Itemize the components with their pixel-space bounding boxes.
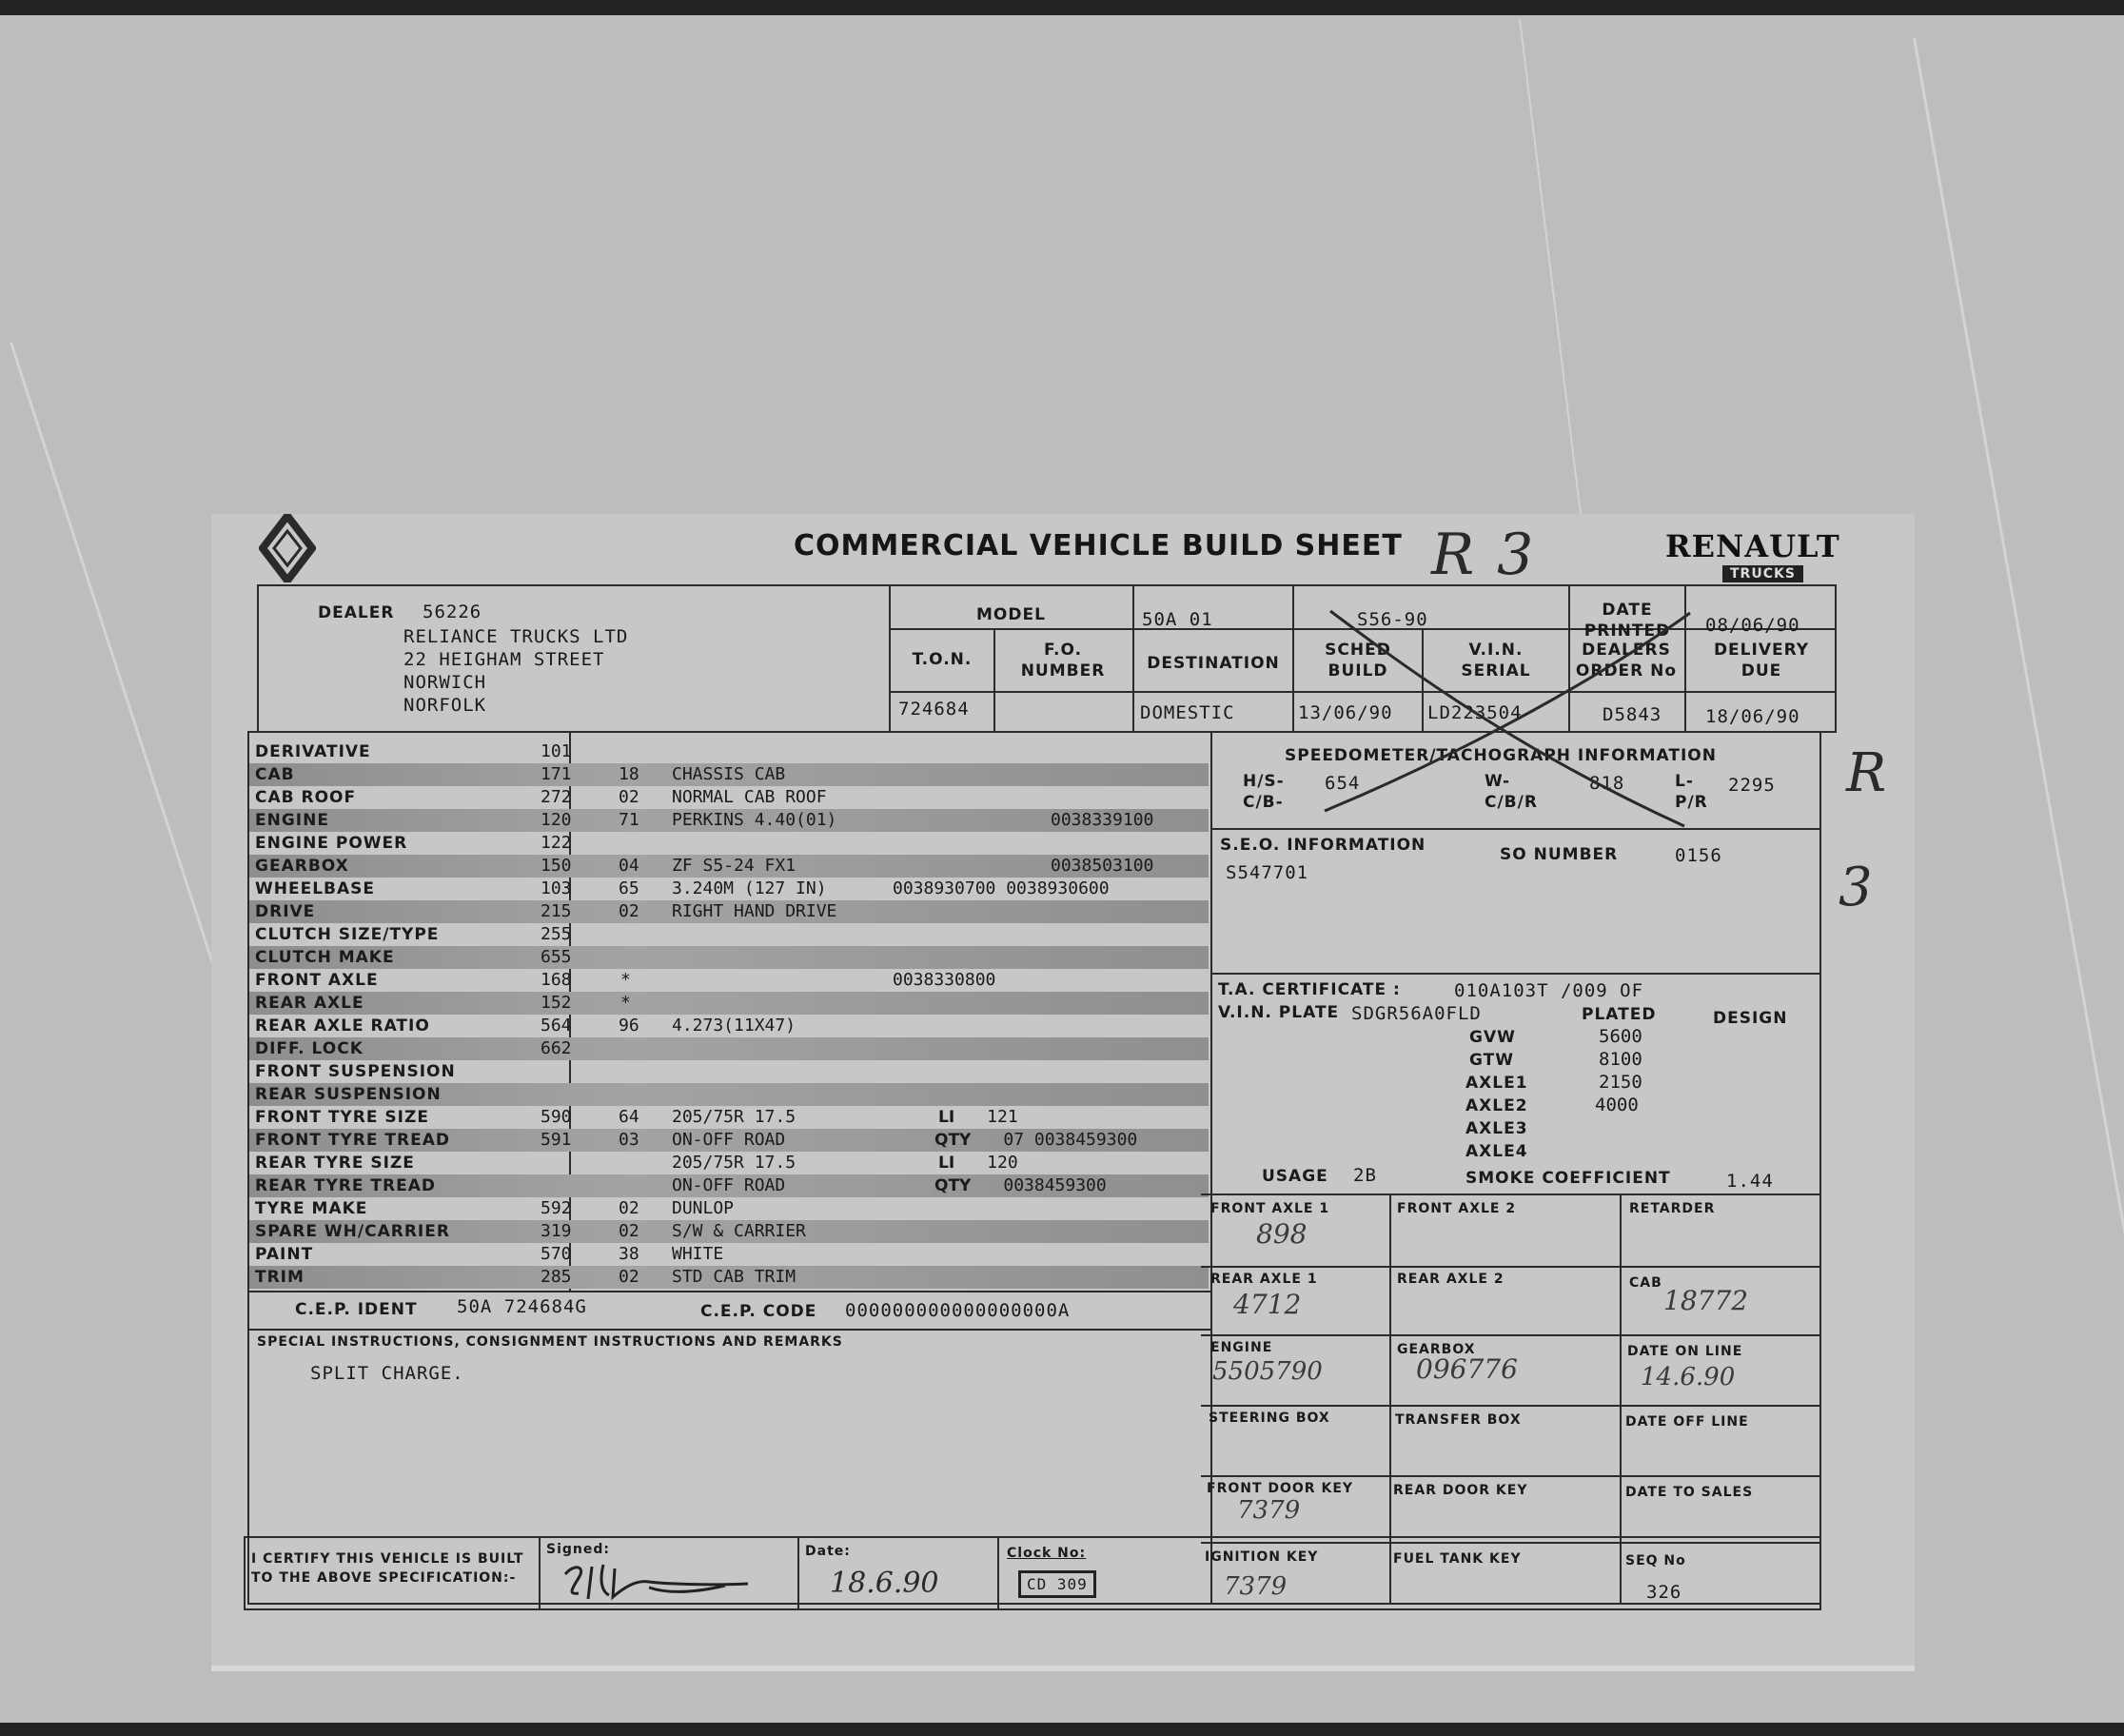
serial-label: REAR DOOR KEY (1393, 1483, 1528, 1498)
renault-trucks-brand (1665, 528, 1840, 582)
spec-label: REAR SUSPENSION (255, 1085, 442, 1104)
spec-option: 96 (619, 1016, 639, 1036)
spec-code: 101 (541, 741, 572, 761)
spec-row (249, 786, 1209, 809)
spec-row (249, 1106, 1209, 1129)
spec-label: TRIM (255, 1268, 305, 1287)
spec-label: DIFF. LOCK (255, 1039, 364, 1058)
divider (247, 1329, 1210, 1331)
spec-desc: 4.273(11X47) (672, 1016, 796, 1036)
cep-ident-value: 50A 724684G (457, 1296, 587, 1317)
handwritten-r3: R3 (1431, 522, 1557, 588)
ignition-key-label: IGNITION KEY (1205, 1549, 1319, 1565)
spec-row (249, 1152, 1209, 1174)
spec-code: 171 (541, 764, 572, 784)
spec-extra-label: LI (938, 1108, 955, 1127)
spec-row (249, 1037, 1209, 1060)
spec-row (249, 809, 1209, 832)
so-number-label: SO NUMBER (1500, 845, 1619, 864)
spec-desc: 205/75R 17.5 (672, 1107, 796, 1127)
plate-row-label: AXLE3 (1465, 1119, 1528, 1138)
spec-desc: WHITE (672, 1244, 724, 1264)
plate-row-label: AXLE4 (1465, 1142, 1528, 1161)
ton-label: T.O.N. (912, 650, 973, 669)
build-code: S56-90 (1357, 609, 1428, 630)
spec-label: DRIVE (255, 902, 316, 921)
spec-option: 64 (619, 1107, 639, 1127)
serial-value: 5505790 (1212, 1357, 1323, 1386)
spec-row (249, 1174, 1209, 1197)
dealer-label: DEALER (318, 603, 395, 622)
spec-code: 103 (541, 878, 572, 898)
serial-label: FRONT AXLE 1 (1210, 1201, 1330, 1216)
spec-code: 120 (541, 810, 572, 830)
plate-row-value: 8100 (1599, 1049, 1642, 1070)
cep-code-label: C.E.P. CODE (700, 1302, 817, 1321)
spec-option: 02 (619, 901, 639, 921)
sched-label-2: BUILD (1328, 661, 1388, 681)
spec-code: 564 (541, 1016, 572, 1036)
spec-row (249, 946, 1209, 969)
spec-desc: RIGHT HAND DRIVE (672, 901, 837, 921)
fo-label-2: NUMBER (1020, 661, 1106, 681)
page-title: COMMERCIAL VEHICLE BUILD SHEET (794, 529, 1403, 562)
dealer-address-line: NORFOLK (403, 695, 487, 716)
scan-bottom-border (0, 1723, 2124, 1736)
destination-value: DOMESTIC (1140, 702, 1235, 723)
date-printed-label-2: PRINTED (1583, 621, 1671, 641)
spec-code: 150 (541, 856, 572, 876)
cep-code-value: 000000000000000000A (845, 1300, 1071, 1321)
serial-label: REAR AXLE 2 (1397, 1272, 1504, 1287)
spec-extra-value: 120 (987, 1153, 1018, 1173)
divider (1201, 1194, 1821, 1195)
fo-label-1: F.O. (1043, 641, 1083, 660)
spec-desc: NORMAL CAB ROOF (672, 787, 827, 807)
divider (1292, 584, 1294, 733)
design-label: DESIGN (1713, 1009, 1788, 1028)
serial-label: DATE TO SALES (1625, 1485, 1754, 1500)
spec-code: 570 (541, 1244, 572, 1264)
spec-part: 0038330800 (893, 970, 996, 990)
spec-desc: S/W & CARRIER (672, 1221, 806, 1241)
divider (539, 1536, 541, 1610)
spec-row (249, 832, 1209, 855)
ignition-key-value: 7379 (1224, 1572, 1288, 1601)
spec-code: 592 (541, 1198, 572, 1218)
certify-text-2: TO THE ABOVE SPECIFICATION:- (251, 1570, 517, 1586)
plated-label: PLATED (1582, 1005, 1657, 1024)
sched-build-value: 13/06/90 (1298, 702, 1393, 723)
spec-row (249, 1266, 1209, 1289)
spec-label: PAINT (255, 1245, 314, 1264)
spec-desc: 205/75R 17.5 (672, 1153, 796, 1173)
divider (889, 584, 891, 733)
so-number-value: 0156 (1675, 845, 1722, 866)
spec-extra-label: QTY (934, 1131, 972, 1150)
serial-label: STEERING BOX (1209, 1410, 1330, 1426)
remarks-label: SPECIAL INSTRUCTIONS, CONSIGNMENT INSTRUCTIONS AND REMARKS (257, 1334, 843, 1350)
serial-label: TRANSFER BOX (1395, 1412, 1522, 1428)
spec-code: 590 (541, 1107, 572, 1127)
hs-value: 654 (1325, 773, 1361, 794)
spec-label: REAR AXLE (255, 994, 364, 1013)
spec-option: 03 (619, 1130, 639, 1150)
dealer-address-line: RELIANCE TRUCKS LTD (403, 626, 629, 647)
spec-extra-value: 07 0038459300 (1003, 1130, 1138, 1150)
spec-row (249, 1197, 1209, 1220)
scan-top-border (0, 0, 2124, 15)
brand-sub: TRUCKS (1722, 565, 1803, 582)
spec-desc: * (620, 993, 631, 1013)
serial-value: 14.6.90 (1641, 1363, 1736, 1391)
spec-option: 02 (619, 1267, 639, 1287)
spec-desc: CHASSIS CAB (672, 764, 786, 784)
plate-row-label: GTW (1469, 1051, 1515, 1070)
spec-option: 02 (619, 1221, 639, 1241)
l-value: 2295 (1728, 775, 1776, 796)
clock-label: Clock No: (1007, 1546, 1087, 1561)
divider (1210, 731, 1212, 1605)
spec-desc: ON-OFF ROAD (672, 1130, 786, 1150)
divider (797, 1536, 799, 1610)
date-value: 18.6.90 (830, 1567, 939, 1600)
l-label-2: P/R (1675, 793, 1708, 812)
seq-no-value: 326 (1646, 1582, 1682, 1603)
spec-code: 319 (541, 1221, 572, 1241)
w-value: 818 (1589, 773, 1625, 794)
dealers-order-value: D5843 (1603, 704, 1662, 725)
serial-value: 4712 (1233, 1289, 1302, 1320)
spec-label: GEARBOX (255, 857, 349, 876)
margin-note-3: 3 (1839, 857, 1873, 918)
divider (1201, 1475, 1821, 1477)
smoke-label: SMOKE COEFFICIENT (1465, 1169, 1671, 1188)
date-label: Date: (805, 1544, 851, 1559)
signed-label: Signed: (546, 1542, 610, 1557)
spec-label: ENGINE POWER (255, 834, 408, 853)
fuel-tank-key-label: FUEL TANK KEY (1393, 1551, 1522, 1567)
spec-label: WHEELBASE (255, 879, 376, 898)
certify-text (251, 1549, 523, 1588)
dealer-number: 56226 (423, 602, 482, 622)
spec-row (249, 900, 1209, 923)
w-label-1: W- (1485, 772, 1511, 791)
dealers-order-label-2: ORDER No (1575, 661, 1678, 681)
serial-label: FRONT AXLE 2 (1397, 1201, 1517, 1216)
spec-option: 65 (619, 878, 639, 898)
delivery-due-label (1690, 640, 1833, 681)
spec-label: FRONT AXLE (255, 971, 379, 990)
spec-desc: DUNLOP (672, 1198, 735, 1218)
spec-extra-value: 0038459300 (1003, 1175, 1107, 1195)
divider (1201, 1266, 1821, 1268)
plate-row-label: AXLE2 (1465, 1096, 1528, 1115)
spec-extra-label: QTY (934, 1176, 972, 1195)
spec-row (249, 969, 1209, 992)
spec-desc: ON-OFF ROAD (672, 1175, 786, 1195)
spec-part: 0038503100 (1051, 856, 1154, 876)
spec-row (249, 1243, 1209, 1266)
spec-desc: * (620, 970, 631, 990)
divider (1132, 584, 1134, 733)
serial-label: DATE OFF LINE (1625, 1414, 1749, 1430)
spec-row (249, 1129, 1209, 1152)
plate-row-value: 5600 (1599, 1026, 1642, 1047)
spec-code: 152 (541, 993, 572, 1013)
spec-row (249, 1015, 1209, 1037)
remarks-text: SPLIT CHARGE. (310, 1363, 464, 1384)
seq-no-label: SEQ No (1625, 1553, 1686, 1568)
hs-label-2: C/B- (1243, 793, 1284, 812)
model-label: MODEL (976, 605, 1046, 624)
spec-label: REAR TYRE TREAD (255, 1176, 436, 1195)
smoke-value: 1.44 (1726, 1171, 1774, 1192)
serial-label: CAB (1629, 1275, 1662, 1291)
delivery-label-2: DUE (1740, 661, 1782, 681)
destination-label: DESTINATION (1147, 654, 1280, 673)
spec-code: 272 (541, 787, 572, 807)
delivery-due-value: 18/06/90 (1705, 706, 1800, 727)
certify-text-1: I CERTIFY THIS VEHICLE IS BUILT (251, 1551, 524, 1567)
spec-option: 18 (619, 764, 639, 784)
renault-diamond-logo (259, 514, 316, 582)
serial-label: RETARDER (1629, 1201, 1716, 1216)
spec-row (249, 1220, 1209, 1243)
spec-label: DERIVATIVE (255, 742, 371, 761)
cep-ident-label: C.E.P. IDENT (295, 1300, 418, 1319)
spec-extra-value: 121 (987, 1107, 1018, 1127)
spec-code: 662 (541, 1038, 572, 1058)
date-printed-label-1: DATE (1602, 601, 1653, 620)
serial-value: 096776 (1416, 1353, 1518, 1385)
spec-label: SPARE WH/CARRIER (255, 1222, 450, 1241)
spec-option: 02 (619, 787, 639, 807)
plate-row-label: AXLE1 (1465, 1074, 1528, 1093)
handwritten-cross-mark (1323, 605, 1703, 834)
spec-extra-label: LI (938, 1154, 955, 1173)
clock-stamp: CD 309 (1018, 1570, 1096, 1598)
spec-row (249, 855, 1209, 878)
spec-row (249, 878, 1209, 900)
spec-label: FRONT SUSPENSION (255, 1062, 456, 1081)
spec-label: CLUTCH SIZE/TYPE (255, 925, 440, 944)
divider (1201, 1405, 1821, 1407)
spec-code: 255 (541, 924, 572, 944)
plate-row-value: 2150 (1599, 1072, 1642, 1093)
plate-row-value: 4000 (1595, 1095, 1639, 1115)
usage-label: USAGE (1262, 1167, 1328, 1186)
model-value: 50A 01 (1142, 609, 1213, 630)
spec-code: 591 (541, 1130, 572, 1150)
ton-value: 724684 (898, 699, 970, 720)
ta-cert-label: T.A. CERTIFICATE : (1218, 980, 1401, 999)
serial-label: ENGINE (1210, 1340, 1273, 1355)
divider (997, 1536, 999, 1610)
spec-row (249, 1060, 1209, 1083)
spec-code: 285 (541, 1267, 572, 1287)
vin-plate-label: V.I.N. PLATE (1218, 1003, 1340, 1022)
spec-row (249, 992, 1209, 1015)
serial-value: 7379 (1237, 1496, 1301, 1525)
hs-label-1: H/S- (1243, 772, 1285, 791)
seo-label: S.E.O. INFORMATION (1220, 836, 1426, 855)
spec-row (249, 923, 1209, 946)
hs-label (1243, 771, 1285, 813)
spec-label: ENGINE (255, 811, 329, 830)
plate-row-label: GVW (1469, 1028, 1516, 1047)
spec-row (249, 740, 1209, 763)
spec-code: 122 (541, 833, 572, 853)
spec-code: 655 (541, 947, 572, 967)
seo-value: S547701 (1226, 862, 1309, 883)
spec-label: FRONT TYRE SIZE (255, 1108, 429, 1127)
dealers-order-label-1: DEALERS (1582, 641, 1671, 660)
serial-label: FRONT DOOR KEY (1207, 1481, 1354, 1496)
spec-label: REAR AXLE RATIO (255, 1016, 430, 1036)
spec-desc: PERKINS 4.40(01) (672, 810, 837, 830)
usage-value: 2B (1353, 1165, 1377, 1186)
brand-name: RENAULT (1665, 528, 1840, 564)
delivery-label-1: DELIVERY (1713, 641, 1810, 660)
vin-plate-value: SDGR56A0FLD (1351, 1003, 1482, 1024)
serial-label: REAR AXLE 1 (1210, 1272, 1318, 1287)
spec-label: REAR TYRE SIZE (255, 1154, 415, 1173)
dealer-address-line: NORWICH (403, 672, 487, 693)
margin-note-r: R (1846, 742, 1887, 804)
date-printed-value: 08/06/90 (1705, 615, 1800, 636)
serial-label: DATE ON LINE (1627, 1344, 1743, 1359)
divider (1201, 1334, 1821, 1336)
ta-cert-value: 010A103T /009 OF (1454, 980, 1644, 1001)
spec-option: 02 (619, 1198, 639, 1218)
vin-label-1: V.I.N. (1468, 641, 1524, 660)
spec-code: 168 (541, 970, 572, 990)
spec-part: 0038339100 (1051, 810, 1154, 830)
vin-label-2: SERIAL (1461, 661, 1531, 681)
spec-option: 04 (619, 856, 639, 876)
divider (1210, 973, 1821, 975)
spec-label: CLUTCH MAKE (255, 948, 395, 967)
spec-row (249, 1083, 1209, 1106)
dealer-address-line: 22 HEIGHAM STREET (403, 649, 605, 670)
speedo-title: SPEEDOMETER/TACHOGRAPH INFORMATION (1285, 746, 1717, 765)
serial-value: 898 (1256, 1218, 1308, 1250)
spec-desc: ZF S5-24 FX1 (672, 856, 796, 876)
spec-part: 0038930700 0038930600 (893, 878, 1110, 898)
spec-option: 71 (619, 810, 639, 830)
spec-code: 215 (541, 901, 572, 921)
divider (993, 628, 995, 733)
vin-serial-value: LD223504 (1427, 702, 1523, 723)
serial-value: 18772 (1663, 1285, 1749, 1316)
sched-label-1: SCHED (1325, 641, 1391, 660)
spec-label: FRONT TYRE TREAD (255, 1131, 450, 1150)
spec-option: 38 (619, 1244, 639, 1264)
spec-label: CAB ROOF (255, 788, 357, 807)
spec-label: TYRE MAKE (255, 1199, 368, 1218)
divider (247, 1291, 1210, 1292)
scan-streak (1913, 37, 2124, 1631)
l-label-1: L- (1675, 772, 1694, 791)
spec-row (249, 763, 1209, 786)
fo-number-label (999, 640, 1127, 681)
signature (558, 1557, 757, 1605)
spec-desc: STD CAB TRIM (672, 1267, 796, 1287)
serial-label: GEARBOX (1397, 1342, 1476, 1357)
spec-desc: 3.240M (127 IN) (672, 878, 827, 898)
w-label-2: C/B/R (1485, 793, 1538, 812)
spec-label: CAB (255, 765, 295, 784)
